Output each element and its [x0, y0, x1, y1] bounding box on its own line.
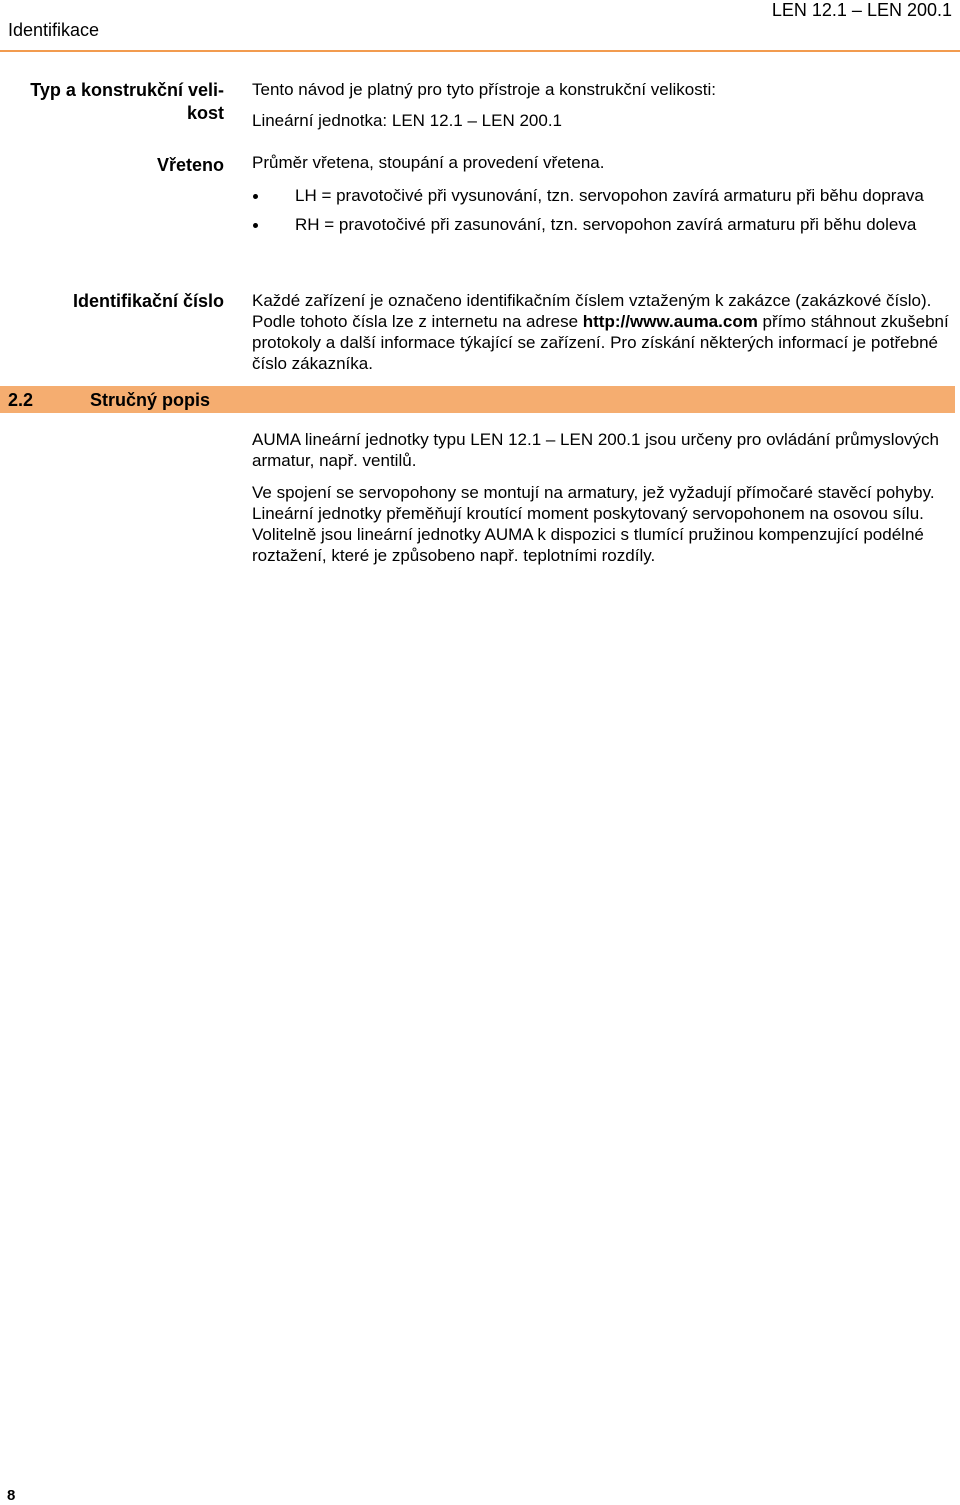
list-item — [252, 185, 958, 206]
header-chapter: Identifikace — [8, 20, 100, 40]
section-paragraph-2: Ve spojení se servopohony se montují na armatury, jež vyžadují přímočaré stavěcí pohyby. Lineární jednotky přeměňují kroutící moment poskytovaný servopohonem na osovou sílu. Volitelně jsou lineární jednotky AUMA k dispozici s tlumící pružinou kompenzující podélné roztažení, které je způsobeno např. teplotními rozdíly. — [252, 483, 935, 565]
header-divider — [0, 50, 960, 52]
section-paragraph-1: AUMA lineární jednotky typu LEN 12.1 – LEN 200.1 jsou určeny pro ovládání průmyslových armatur, např. ventilů. — [252, 430, 939, 470]
ident-number-paragraph — [252, 290, 958, 374]
auma-url-link[interactable]: http://www.auma.com — [582, 312, 758, 331]
side-label-ident-number: Identifikační číslo — [72, 291, 224, 311]
side-label-type-size-line2: kost — [186, 103, 224, 123]
spindle-intro: Průměr vřetena, stoupání a provedení vřetena. — [252, 153, 605, 172]
list-item — [252, 214, 958, 235]
section-heading-bar — [0, 386, 955, 413]
side-label-spindle: Vřeteno — [156, 155, 224, 175]
side-label-type-size-line1: Typ a konstrukční veli- — [30, 80, 224, 100]
header-product-range: LEN 12.1 – LEN 200.1 — [771, 0, 952, 20]
section-number: 2.2 — [8, 390, 34, 410]
section-body — [252, 429, 958, 566]
spindle-list — [252, 185, 958, 235]
spindle-item-lh: LH = pravotočivé při vysunování, tzn. servopohon zavírá armaturu při běhu doprava — [295, 186, 924, 205]
page-number: 8 — [7, 1487, 16, 1504]
bullet-icon — [253, 194, 258, 199]
ident-text-before: Každé zařízení je označeno identifikačním číslem vztaženým k zakázce (zakázkové číslo). Podle tohoto čísla lze z internetu na adrese — [252, 291, 932, 331]
ident-text-after: přímo stáhnout zkušební protokoly a další informace týkající se zařízení. Pro získání některých informací je potřebné číslo zákazníka. — [252, 312, 949, 373]
spindle-item-rh: RH = pravotočivé při zasunování, tzn. servopohon zavírá armaturu při běhu doleva — [295, 215, 917, 234]
bullet-icon — [253, 223, 258, 228]
section-title: Stručný popis — [90, 390, 211, 410]
type-size-intro: Tento návod je platný pro tyto přístroje a konstrukční velikosti: — [252, 80, 716, 99]
type-size-unit: Lineární jednotka: LEN 12.1 – LEN 200.1 — [252, 111, 562, 130]
type-size-block — [252, 79, 958, 131]
side-label-type-size — [0, 79, 224, 125]
